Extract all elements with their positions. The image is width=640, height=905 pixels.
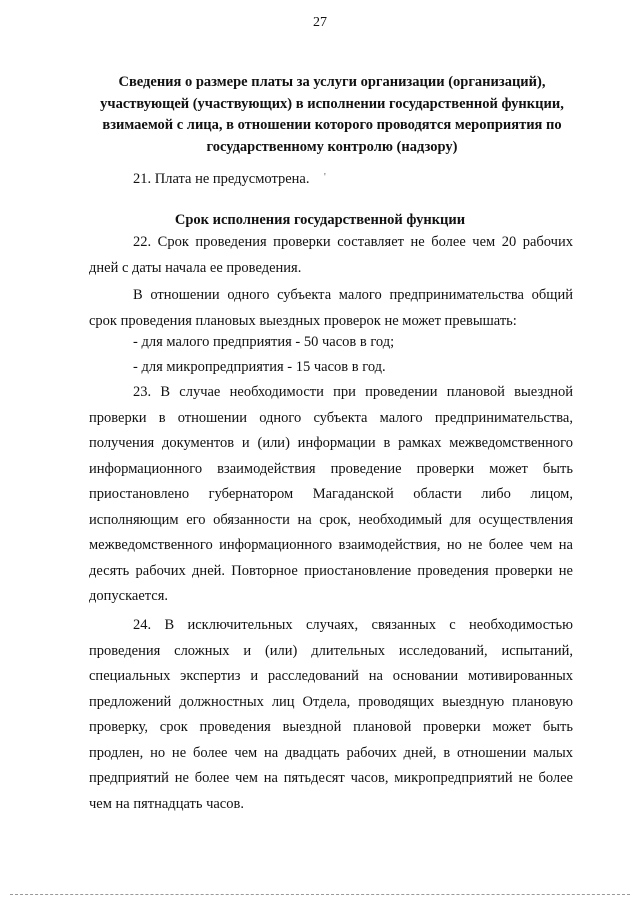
paragraph-22: 22. Срок проведения проверки составляет не более чем 20 рабочих дней с даты начала ее проведения. bbox=[89, 234, 573, 276]
paragraph-22-continued: В отношении одного субъекта малого предпринимательства общий срок проведения плановых выездных проверок не может превышать: bbox=[89, 287, 573, 329]
paragraph-21: 21. Плата не предусмотрена. bbox=[133, 171, 310, 187]
section-heading-term: Срок исполнения государственной функции bbox=[174, 212, 466, 228]
scan-mark: ' bbox=[324, 172, 326, 183]
page-number: 27 bbox=[313, 15, 327, 30]
list-item: - для малого предприятия - 50 часов в год; bbox=[133, 334, 395, 350]
page-bottom-divider bbox=[10, 894, 630, 895]
paragraph-23: 23. В случае необходимости при проведении плановой выездной проверки в отношении одного субъекта малого предпринимательства, получения документов и (или) информации в рамках межведомственного информационного взаимодействия проведение проверки может быть приостановлено губернатором Магаданской области либо лицом, исполняющим его обязанности на срок, необходимый для осуществления межведомственного информационного взаимодействия, но не более чем на десять рабочих дней. Повторное приостановление проведения проверки не допускается. bbox=[89, 384, 573, 604]
section-heading-fees: Сведения о размере платы за услуги организации (организаций), участвующей (участвующих) в исполнении государственной функции, взимаемой с лица, в отношении которого проводятся мероприятия по государственному контролю (надзору) bbox=[100, 74, 564, 155]
paragraph-24: 24. В исключительных случаях, связанных с необходимостью проведения сложных и (или) длительных исследований, испытаний, специальных экспертиз и расследований на основании мотивированных предложений должностных лиц Отдела, проводящих выездную плановую проверку, срок проведения выездной плановой проверки может быть продлен, но не более чем на двадцать рабочих дней, в отношении малых предприятий не более чем на пятьдесят часов, микропредприятий не более чем на пятнадцать часов. bbox=[89, 617, 573, 812]
list-item: - для микропредприятия - 15 часов в год. bbox=[133, 359, 386, 375]
